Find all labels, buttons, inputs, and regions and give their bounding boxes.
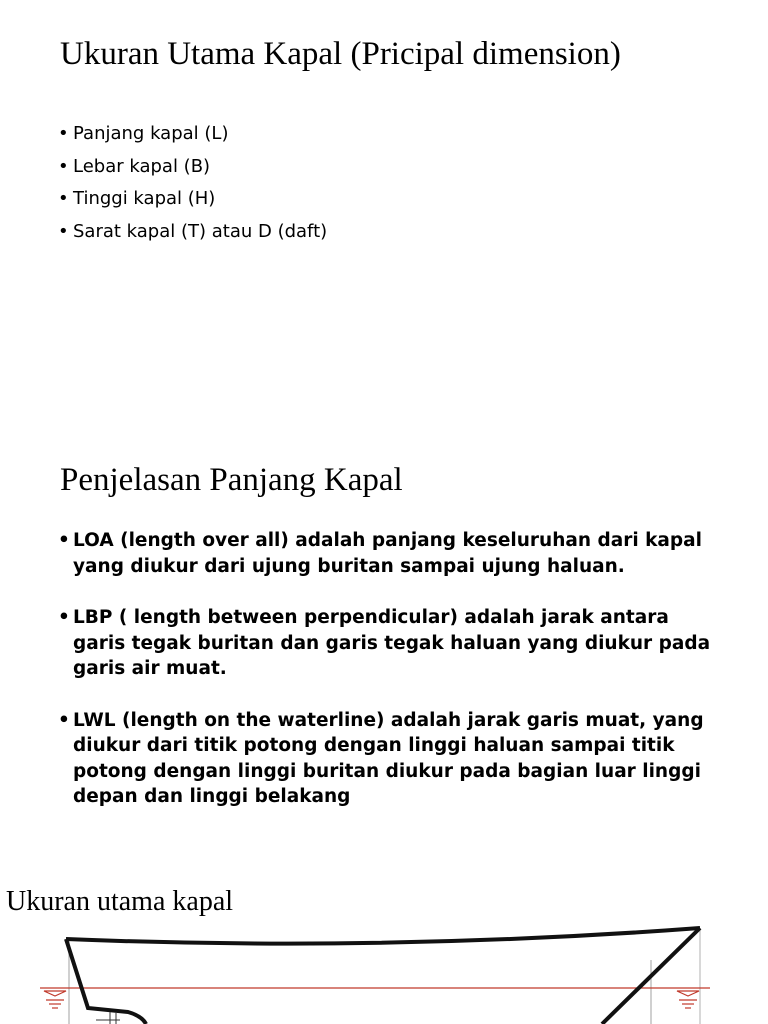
hull-deck-line bbox=[66, 928, 700, 944]
rudder-icon bbox=[96, 1012, 120, 1024]
ship-profile-diagram bbox=[0, 920, 768, 1024]
length-definition-list bbox=[58, 528, 718, 836]
list-item: • Lebar kapal (B) bbox=[58, 151, 327, 184]
list-item: • Tinggi kapal (H) bbox=[58, 183, 327, 216]
waterline-symbol-aft-icon bbox=[44, 991, 66, 1008]
slide-3-title: Ukuran utama kapal bbox=[6, 886, 234, 917]
slide-2-title: Penjelasan Panjang Kapal bbox=[60, 462, 403, 498]
hull-stern-line bbox=[66, 939, 146, 1024]
list-item: • LBP ( length between perpendicular) adalah jarak antara garis tegak buritan dan garis tegak haluan yang diukur pada garis air muat. bbox=[58, 605, 718, 682]
slide-1-title: Ukuran Utama Kapal (Pricipal dimension) bbox=[60, 36, 621, 72]
list-item: • LWL (length on the waterline) adalah jarak garis muat, yang diukur dari titik potong dengan linggi haluan sampai titik potong dengan linggi buritan diukur pada bagian luar linggi depan dan linggi belakang bbox=[58, 708, 718, 810]
list-item: • Sarat kapal (T) atau D (daft) bbox=[58, 216, 327, 249]
dimension-list bbox=[58, 118, 327, 248]
list-item: • Panjang kapal (L) bbox=[58, 118, 327, 151]
waterline-symbol-fwd-icon bbox=[677, 991, 699, 1008]
list-item: • LOA (length over all) adalah panjang keseluruhan dari kapal yang diukur dari ujung buritan sampai ujung haluan. bbox=[58, 528, 718, 579]
